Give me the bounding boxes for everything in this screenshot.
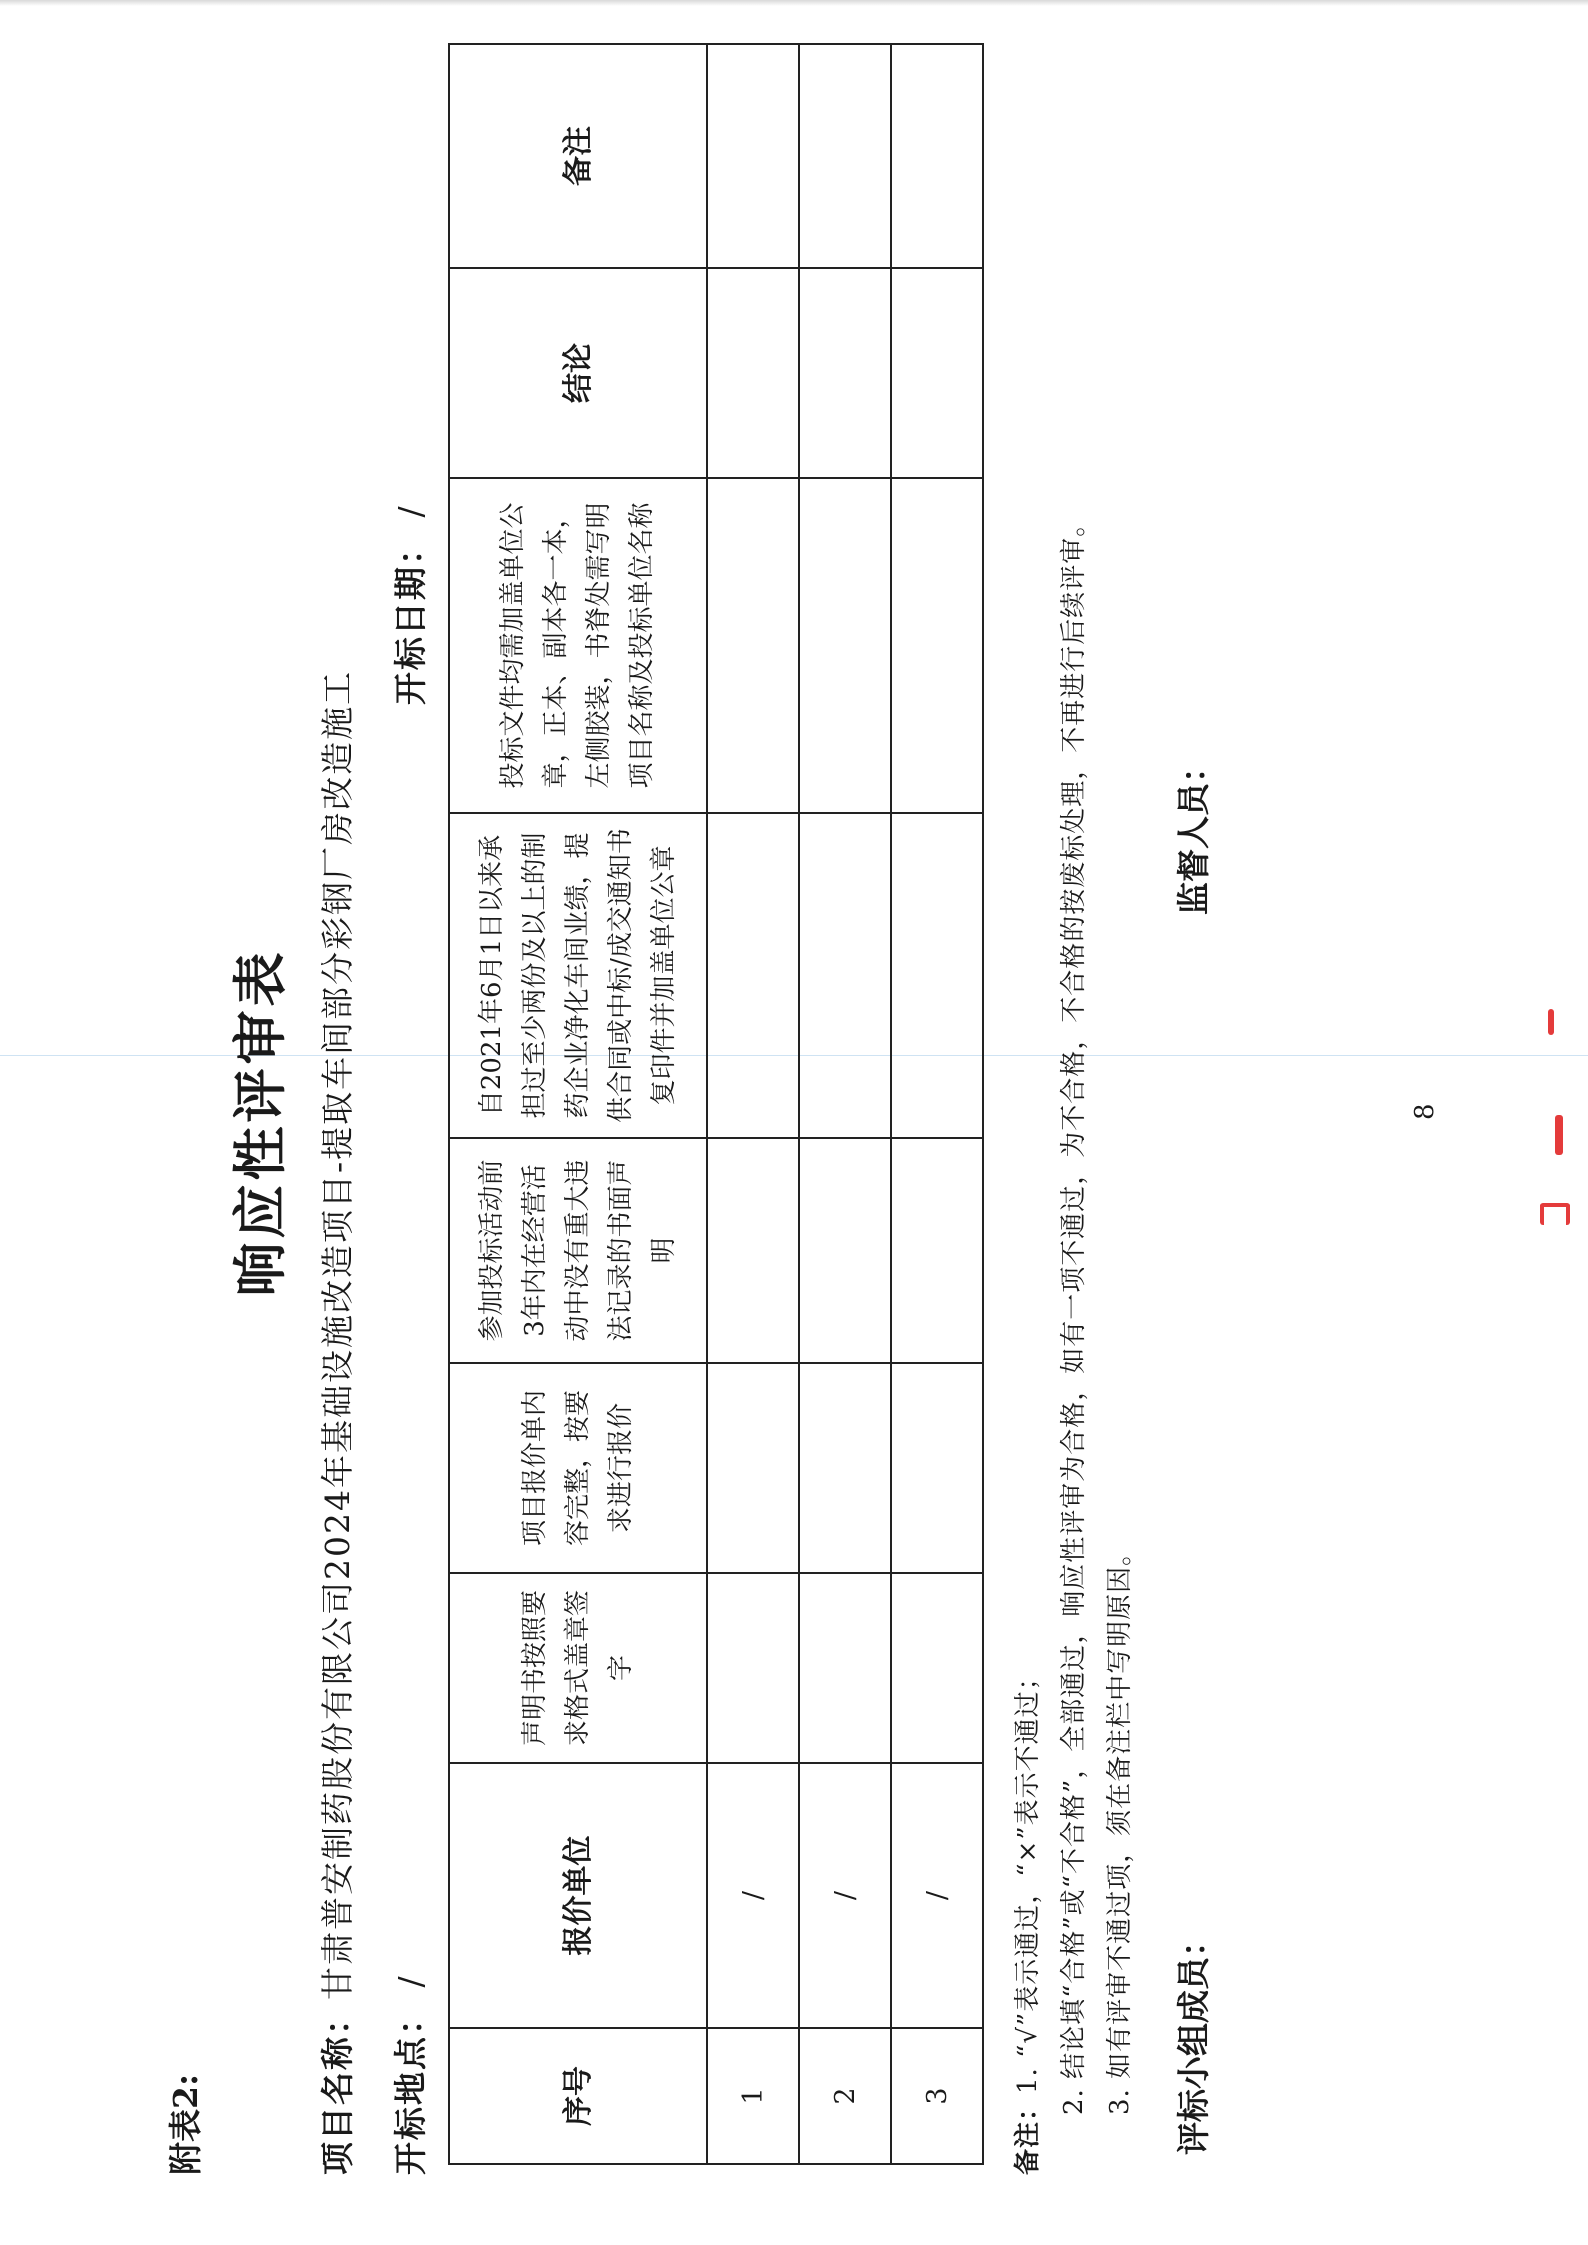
project-line — [312, 670, 359, 2175]
header-conclusion: 结论 — [449, 268, 707, 478]
cell — [891, 268, 983, 478]
panel-label: 评标小组成员： — [1174, 1924, 1213, 2155]
header-unit: 报价单位 — [449, 1763, 707, 2028]
row-unit: / — [707, 1763, 799, 2028]
supervisor-signature — [1168, 750, 1215, 915]
cell — [799, 44, 891, 268]
stamp-mark — [1548, 1009, 1554, 1035]
cell — [799, 478, 891, 813]
header-no-violation: 参加投标活动前3年内在经营活动中没有重大违法记录的书面声明 — [449, 1138, 707, 1363]
cell — [707, 813, 799, 1138]
cell — [799, 1363, 891, 1573]
header-statement: 声明书按照要求格式盖章签字 — [449, 1573, 707, 1763]
notes-block — [1005, 510, 1143, 2175]
header-quote: 项目报价单内容完整，按要求进行报价 — [449, 1363, 707, 1573]
table-row — [891, 44, 983, 2164]
cell — [707, 1363, 799, 1573]
stamp-mark — [1555, 1115, 1563, 1155]
appendix-label: 附表2: — [166, 2073, 205, 2175]
cell — [799, 1573, 891, 1763]
header-experience: 自2021年6月1日以来承担过至少两份及以上的制药企业净化车间业绩，提供合同或中标/成交通知书复印件并加盖单位公章 — [449, 813, 707, 1138]
cell — [707, 1138, 799, 1363]
cell — [707, 268, 799, 478]
cell — [707, 44, 799, 268]
note-item-3: 3. 如有评审不通过项，须在备注栏中写明原因。 — [1105, 1538, 1135, 2115]
cell — [799, 1138, 891, 1363]
cell — [707, 1573, 799, 1763]
note-1 — [1005, 510, 1051, 2175]
cell — [891, 1363, 983, 1573]
table-row — [799, 44, 891, 2164]
panel-signature — [1168, 1924, 1215, 2155]
table-header-row — [449, 44, 707, 2164]
cell — [799, 268, 891, 478]
cell — [707, 478, 799, 813]
note-item-2: 2. 结论填“合格”或“不合格”，全部通过，响应性评审为合格，如有一项不通过，为不合格，不合格的按废标处理，不再进行后续评审。 — [1059, 509, 1089, 2115]
location-line — [385, 1974, 432, 2175]
cell — [891, 813, 983, 1138]
notes-label: 备注： — [1013, 2093, 1043, 2175]
note-item-1: 1. “√”表示通过，“×”表示不通过； — [1013, 1663, 1043, 2094]
project-label: 项目名称： — [318, 2000, 357, 2175]
row-no: 2 — [799, 2028, 891, 2164]
date-label: 开标日期： — [391, 530, 430, 705]
review-table — [448, 43, 984, 2165]
cell — [891, 44, 983, 268]
page-title: 响应性评审表 — [228, 948, 292, 1297]
header-binding: 投标文件均需加盖单位公章，正本、副本各一本，左侧胶装，书脊处需写明项目名称及投标单位名称 — [449, 478, 707, 813]
page-number: 8 — [1410, 1103, 1440, 1120]
supervisor-label: 监督人员： — [1174, 750, 1213, 915]
header-remark: 备注 — [449, 44, 707, 268]
table-row — [707, 44, 799, 2164]
date-value: / — [391, 504, 430, 518]
cell — [891, 1573, 983, 1763]
project-name: 甘肃普安制药股份有限公司2024年基础设施改造项目-提取车间部分彩钢厂房改造施工 — [318, 669, 357, 2000]
location-label: 开标地点： — [391, 2000, 430, 2175]
location-value: / — [391, 1974, 430, 1988]
cell — [891, 478, 983, 813]
date-line — [385, 504, 432, 705]
cell — [891, 1138, 983, 1363]
row-no: 1 — [707, 2028, 799, 2164]
header-no: 序号 — [449, 2028, 707, 2164]
row-unit: / — [799, 1763, 891, 2028]
stamp-mark — [1540, 1203, 1570, 1225]
cell — [799, 813, 891, 1138]
row-no: 3 — [891, 2028, 983, 2164]
row-unit: / — [891, 1763, 983, 2028]
